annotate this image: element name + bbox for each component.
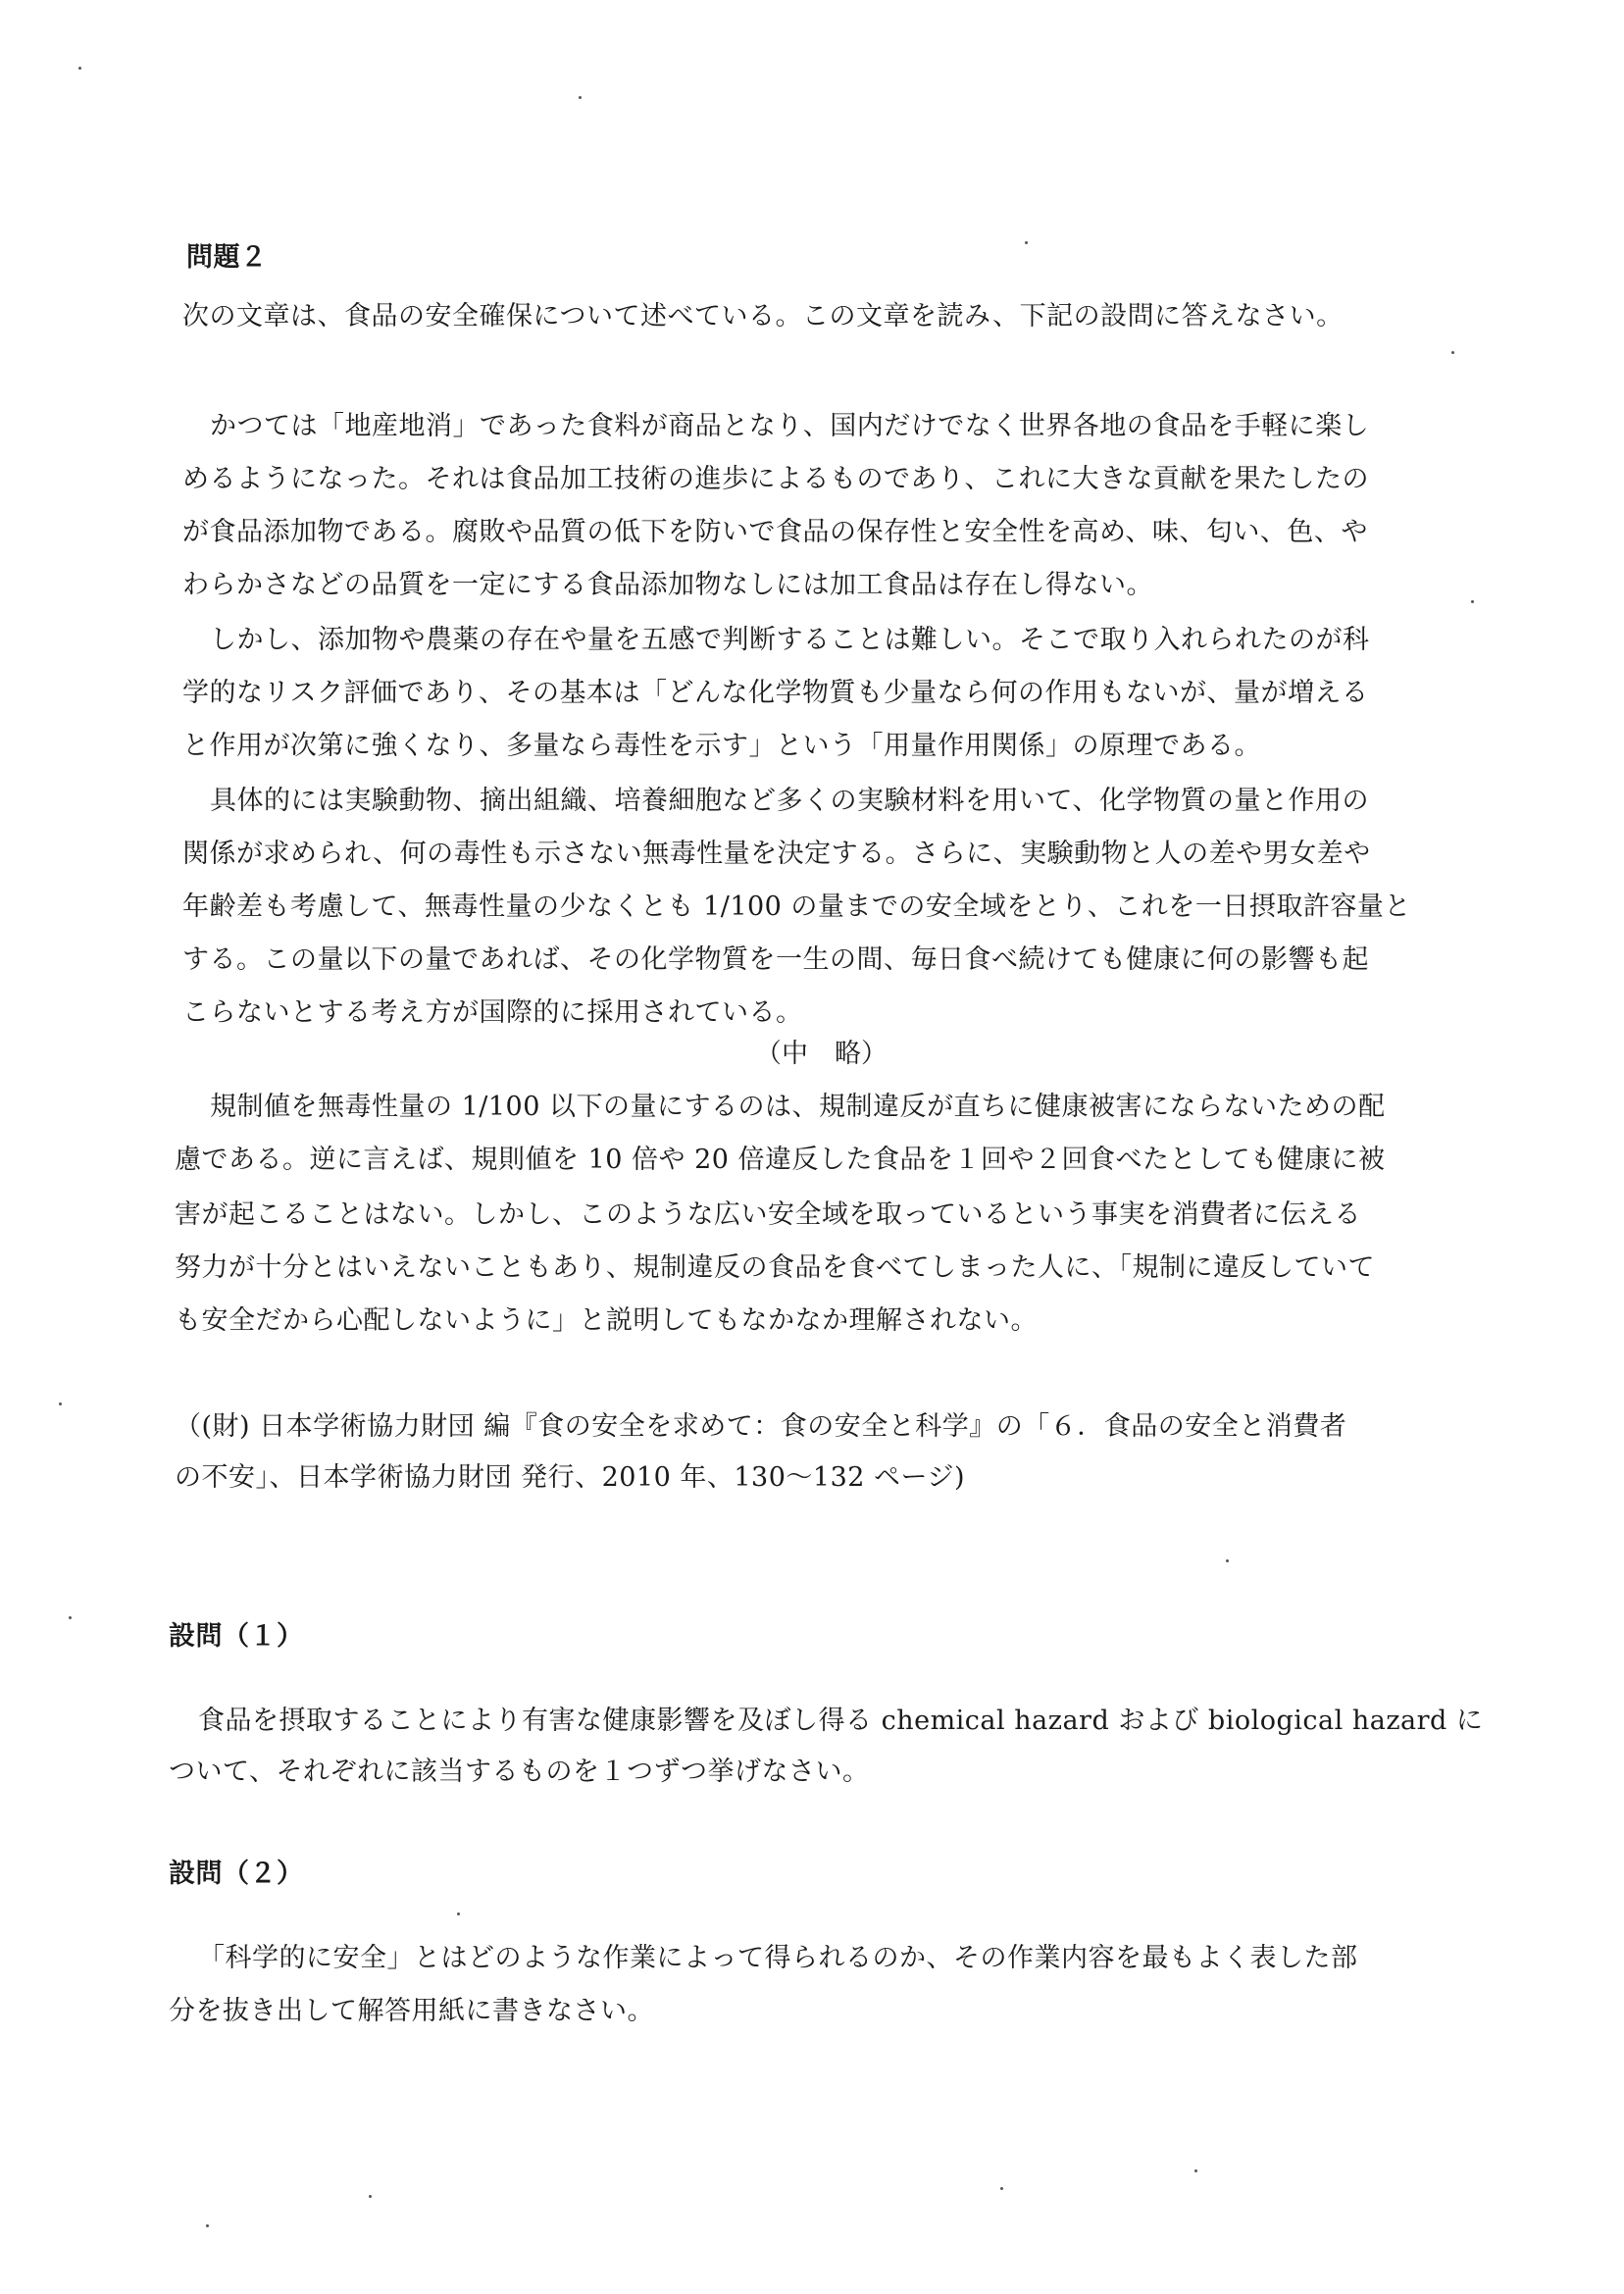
passage-p3-line: 年齢差も考慮して、無毒性量の少なくとも 1/100 の量までの安全域をとり、これを一日摂取許容量と <box>182 892 1411 922</box>
scan-speck <box>78 67 81 70</box>
scan-speck <box>206 2224 209 2227</box>
scan-speck <box>69 1616 72 1619</box>
passage-p3-line: 具体的には実験動物、摘出組織、培養細胞など多くの実験材料を用いて、化学物質の量と作用の <box>210 786 1369 816</box>
question-2-label: 設問（２） <box>169 1859 304 1889</box>
scan-speck <box>1025 241 1028 244</box>
problem-instruction: 次の文章は、食品の安全確保について述べている。この文章を読み、下記の設問に答えなさい。 <box>182 301 1344 331</box>
problem-title: 問題２ <box>186 242 268 273</box>
citation-line: の不安」、日本学術協力財団 発行、2010 年、130～132 ページ) <box>175 1462 966 1493</box>
passage-p3-line: こらないとする考え方が国際的に採用されている。 <box>182 997 803 1028</box>
passage-p4-line: も安全だから心配しないように」と説明してもなかなか理解されない。 <box>175 1305 1038 1336</box>
passage-p1-line: めるようになった。それは食品加工技術の進歩によるものであり、これに大きな貢献を果たしたの <box>182 464 1369 494</box>
passage-p1-line: が食品添加物である。腐敗や品質の低下を防いで食品の保存性と安全性を高め、味、匂い、色、や <box>182 517 1368 547</box>
question-2-line: 「科学的に安全」とはどのような作業によって得られるのか、その作業内容を最もよく表した部 <box>198 1943 1358 1973</box>
scan-speck <box>1226 1559 1229 1562</box>
question-1-line: 食品を摂取することにより有害な健康影響を及ぼし得る chemical hazard および biological hazard に <box>198 1706 1484 1736</box>
scan-speck <box>457 1912 460 1915</box>
passage-p2-line: 学的なリスク評価であり、その基本は「どんな化学物質も少量なら何の作用もないが、量が増える <box>182 678 1369 708</box>
question-1-line: ついて、それぞれに該当するものを１つずつ挙げなさい。 <box>169 1757 870 1787</box>
citation-line: （(財) 日本学術協力財団 編『食の安全を求めて：食の安全と科学』の「６．食品の安全と消費者 <box>175 1411 1347 1442</box>
passage-p1-line: わらかさなどの品質を一定にする食品添加物なしには加工食品は存在し得ない。 <box>182 570 1153 600</box>
passage-p4-line: 慮である。逆に言えば、規則値を 10 倍や 20 倍違反した食品を１回や２回食べたとしても健康に被 <box>175 1145 1386 1175</box>
scan-speck <box>1194 2169 1197 2172</box>
passage-p1-line: かつては「地産地消」であった食料が商品となり、国内だけでなく世界各地の食品を手軽に楽し <box>210 411 1370 441</box>
scan-speck <box>579 96 582 99</box>
scan-speck <box>369 2195 372 2198</box>
passage-p3-line: 関係が求められ、何の毒性も示さない無毒性量を決定する。さらに、実験動物と人の差や男女差や <box>182 839 1371 869</box>
question-1-label: 設問（１） <box>169 1621 304 1652</box>
passage-p4-line: 規制値を無毒性量の 1/100 以下の量にするのは、規制違反が直ちに健康被害にならないための配 <box>210 1092 1386 1122</box>
passage-p2-line: しかし、添加物や農薬の存在や量を五感で判断することは難しい。そこで取り入れられたのが科 <box>210 625 1370 655</box>
scan-speck <box>59 1402 62 1405</box>
scan-speck <box>1471 600 1474 603</box>
scan-speck <box>1451 351 1454 354</box>
passage-p4-line: 害が起こることはない。しかし、このような広い安全域を取っているという事実を消費者に伝える <box>175 1199 1361 1230</box>
passage-p2-line: と作用が次第に強くなり、多量なら毒性を示す」という「用量作用関係」の原理である。 <box>182 731 1261 761</box>
passage-p3-line: する。この量以下の量であれば、その化学物質を一生の間、毎日食べ続けても健康に何の影響も起 <box>182 944 1369 975</box>
omission-marker: （中 略） <box>755 1039 888 1069</box>
passage-p4-line: 努力が十分とはいえないこともあり、規制違反の食品を食べてしまった人に、「規制に違反していて <box>175 1252 1375 1283</box>
scan-speck <box>1000 2187 1003 2190</box>
question-2-line: 分を抜き出して解答用紙に書きなさい。 <box>169 1996 654 2026</box>
